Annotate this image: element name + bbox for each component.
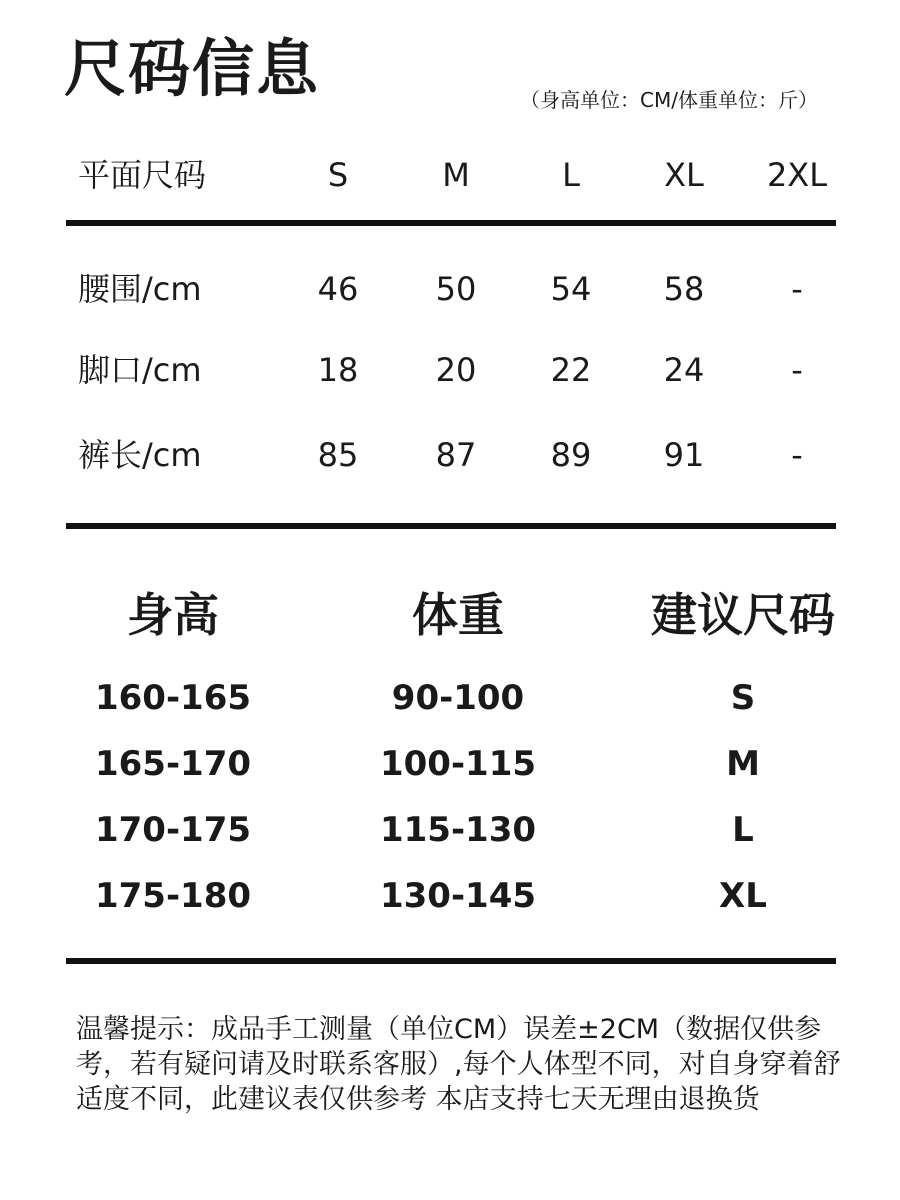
table-cell: 90-100 <box>391 678 525 718</box>
table-cell: 175-180 <box>94 876 252 916</box>
size-header-l: L <box>562 156 580 194</box>
size-header-m: M <box>442 156 470 194</box>
divider-rule <box>66 220 836 226</box>
unit-note: （身高单位：CM/体重单位：斤） <box>520 88 818 112</box>
table-row <box>0 744 900 784</box>
table-cell: S <box>730 678 756 718</box>
table-cell: 85 <box>317 436 359 474</box>
table-cell: 87 <box>435 436 477 474</box>
size-header-2xl: 2XL <box>766 156 828 194</box>
table-row <box>0 269 900 309</box>
table-row <box>0 435 900 475</box>
row-label: 腰围/cm <box>78 270 202 308</box>
size-header-xl: XL <box>664 156 704 194</box>
table-cell: XL <box>719 876 767 916</box>
table-cell: 22 <box>550 351 592 389</box>
table-cell: L <box>732 810 754 850</box>
table-cell: - <box>791 436 803 474</box>
divider-rule <box>66 523 836 529</box>
size-table-header-row <box>0 155 900 195</box>
table-cell: - <box>791 270 803 308</box>
table-cell: 130-145 <box>379 876 537 916</box>
table-row <box>0 678 900 718</box>
table-cell: 89 <box>550 436 592 474</box>
table-cell: 46 <box>317 270 359 308</box>
size-header-s: S <box>327 156 349 194</box>
table-cell: 115-130 <box>379 810 537 850</box>
table-cell: 170-175 <box>94 810 252 850</box>
divider-rule <box>66 958 836 964</box>
size-table-header-label: 平面尺码 <box>78 156 207 194</box>
table-cell: 54 <box>550 270 592 308</box>
rec-header-height: 身高 <box>127 588 219 642</box>
table-cell: 165-170 <box>94 744 252 784</box>
table-cell: 58 <box>663 270 705 308</box>
table-cell: 50 <box>435 270 477 308</box>
table-cell: 20 <box>435 351 477 389</box>
row-label: 裤长/cm <box>78 436 202 474</box>
table-row <box>0 350 900 390</box>
table-row <box>0 810 900 850</box>
table-row <box>0 876 900 916</box>
table-cell: 100-115 <box>379 744 537 784</box>
table-cell: 24 <box>663 351 705 389</box>
row-label: 脚口/cm <box>78 351 202 389</box>
table-cell: 91 <box>663 436 705 474</box>
table-cell: 18 <box>317 351 359 389</box>
page-title: 尺码信息 <box>64 32 321 105</box>
rec-header-weight: 体重 <box>412 588 504 642</box>
table-cell: - <box>791 351 803 389</box>
table-cell: 160-165 <box>94 678 252 718</box>
footer-tip: 温馨提示：成品手工测量（单位CM）误差±2CM（数据仅供参考，若有疑问请及时联系客服）,每个人体型不同，对自身穿着舒适度不同，此建议表仅供参考 本店支持七天无理由退换货 <box>76 1014 841 1115</box>
table-cell: M <box>726 744 760 784</box>
rec-header-size: 建议尺码 <box>651 588 835 642</box>
